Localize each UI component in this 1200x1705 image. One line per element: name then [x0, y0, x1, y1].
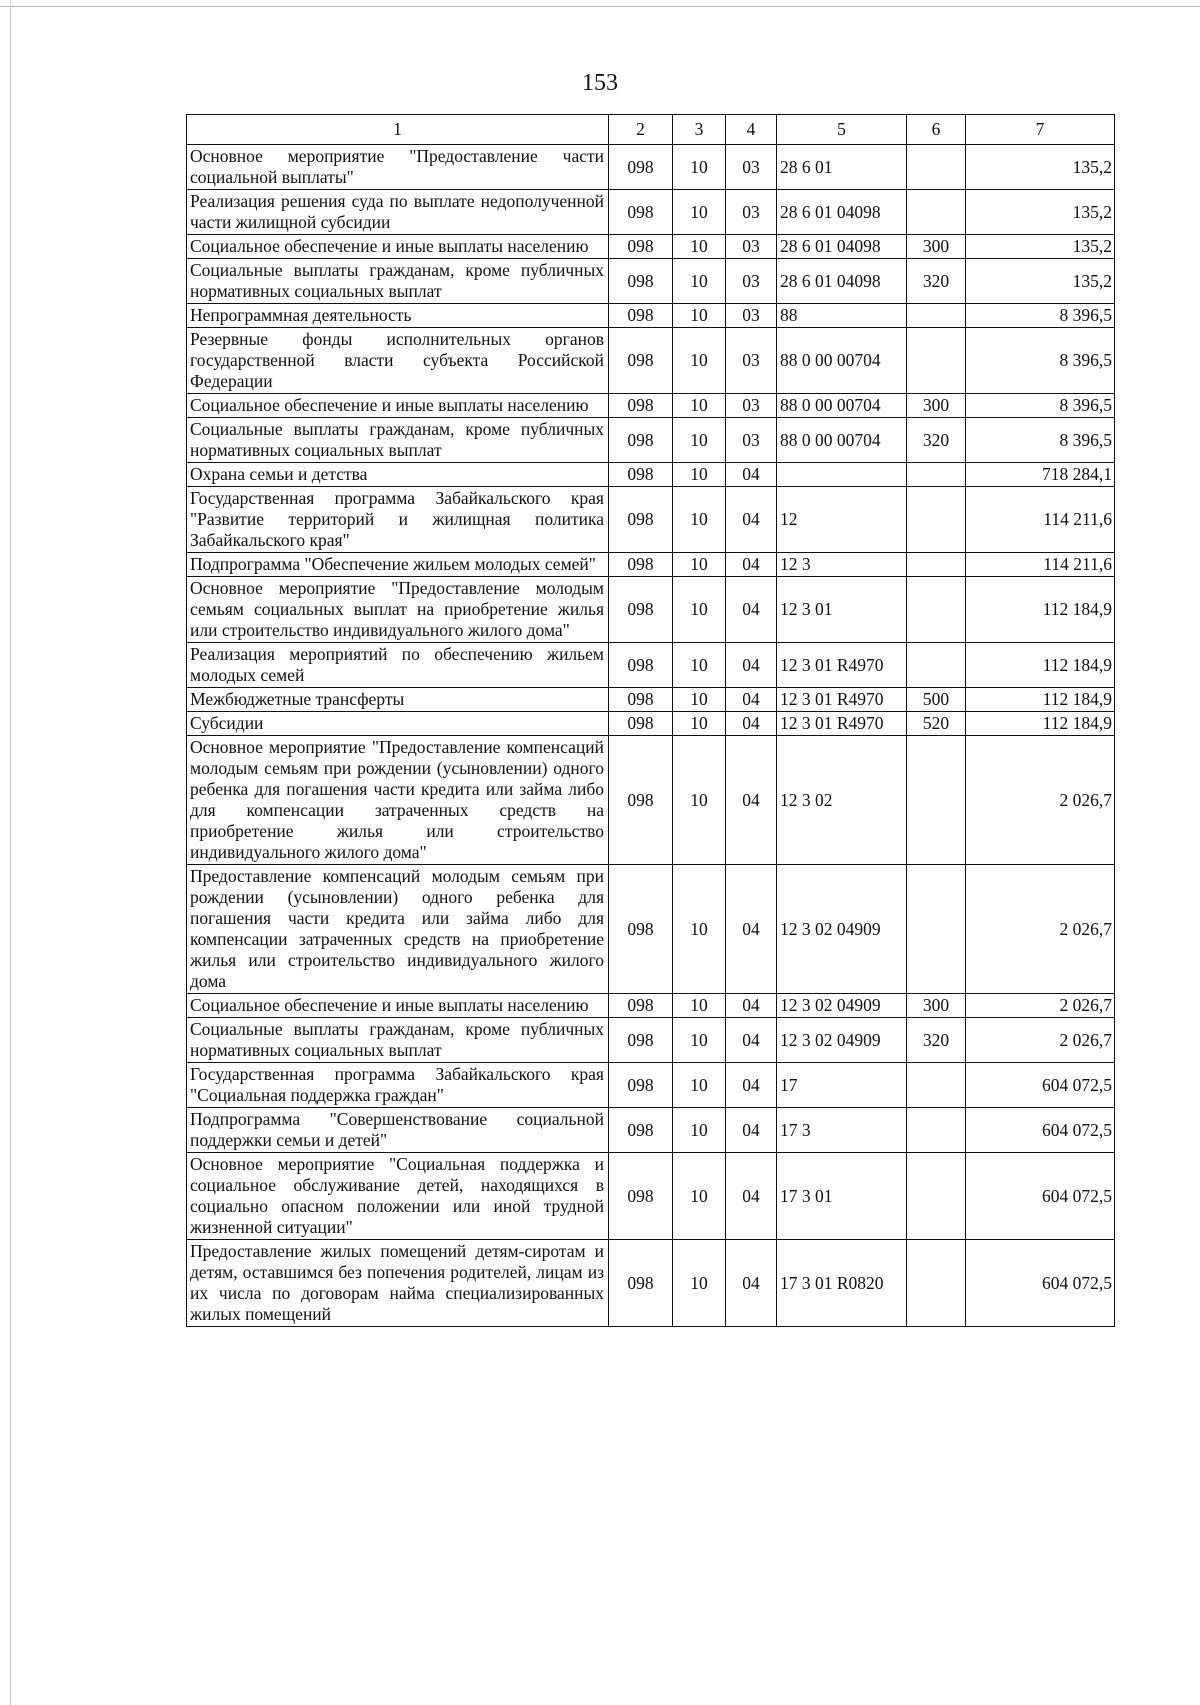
expense-type-code: 320 — [907, 259, 966, 304]
ministry-code: 098 — [609, 553, 673, 577]
row-name: Основное мероприятие "Социальная поддержка и социальное обслуживание детей, находящихся в социально опасном положении или иной трудной жизненной ситуации" — [187, 1153, 609, 1240]
target-article-code: 12 3 — [777, 553, 907, 577]
target-article-code: 17 3 01 — [777, 1153, 907, 1240]
row-name: Предоставление компенсаций молодым семьям при рождении (усыновлении) одного ребенка для погашения части кредита или займа либо для компенсации затраченных средств на приобретение жилья или строительство индивидуального жилого дома — [187, 865, 609, 994]
row-name: Подпрограмма "Совершенствование социальной поддержки семьи и детей" — [187, 1108, 609, 1153]
subsection-code: 04 — [726, 643, 777, 688]
expense-type-code — [907, 1240, 966, 1327]
expense-type-code — [907, 487, 966, 553]
subsection-code: 04 — [726, 1063, 777, 1108]
row-name: Межбюджетные трансферты — [187, 688, 609, 712]
row-name: Субсидии — [187, 712, 609, 736]
target-article-code: 28 6 01 04098 — [777, 259, 907, 304]
row-name: Государственная программа Забайкальского края "Развитие территорий и жилищная политика Забайкальского края" — [187, 487, 609, 553]
section-code: 10 — [673, 643, 726, 688]
subsection-code: 04 — [726, 736, 777, 865]
ministry-code: 098 — [609, 487, 673, 553]
subsection-code: 03 — [726, 145, 777, 190]
expense-type-code — [907, 553, 966, 577]
subsection-code: 04 — [726, 1240, 777, 1327]
section-code: 10 — [673, 1240, 726, 1327]
target-article-code: 28 6 01 04098 — [777, 190, 907, 235]
page-number: 153 — [582, 70, 618, 96]
subsection-code: 04 — [726, 577, 777, 643]
target-article-code: 12 3 02 04909 — [777, 865, 907, 994]
expense-type-code: 320 — [907, 1018, 966, 1063]
row-name: Непрограммная деятельность — [187, 304, 609, 328]
amount: 604 072,5 — [966, 1063, 1115, 1108]
expense-type-code: 320 — [907, 418, 966, 463]
table-row — [187, 487, 1115, 553]
subsection-code: 03 — [726, 304, 777, 328]
expense-type-code — [907, 577, 966, 643]
expense-type-code — [907, 463, 966, 487]
subsection-code: 04 — [726, 1153, 777, 1240]
amount: 114 211,6 — [966, 487, 1115, 553]
amount: 135,2 — [966, 235, 1115, 259]
target-article-code: 12 — [777, 487, 907, 553]
section-code: 10 — [673, 577, 726, 643]
ministry-code: 098 — [609, 577, 673, 643]
target-article-code: 12 3 01 R4970 — [777, 643, 907, 688]
section-code: 10 — [673, 304, 726, 328]
column-header: 4 — [726, 115, 777, 145]
subsection-code: 04 — [726, 994, 777, 1018]
section-code: 10 — [673, 487, 726, 553]
amount: 135,2 — [966, 259, 1115, 304]
expense-type-code — [907, 736, 966, 865]
expense-type-code — [907, 304, 966, 328]
amount: 2 026,7 — [966, 736, 1115, 865]
ministry-code: 098 — [609, 736, 673, 865]
column-header: 5 — [777, 115, 907, 145]
amount: 604 072,5 — [966, 1240, 1115, 1327]
ministry-code: 098 — [609, 190, 673, 235]
ministry-code: 098 — [609, 328, 673, 394]
subsection-code: 03 — [726, 418, 777, 463]
section-code: 10 — [673, 463, 726, 487]
table-row — [187, 304, 1115, 328]
target-article-code: 88 — [777, 304, 907, 328]
section-code: 10 — [673, 145, 726, 190]
table-row — [187, 418, 1115, 463]
ministry-code: 098 — [609, 1018, 673, 1063]
table-row — [187, 865, 1115, 994]
ministry-code: 098 — [609, 688, 673, 712]
table-row — [187, 577, 1115, 643]
amount: 604 072,5 — [966, 1108, 1115, 1153]
scan-edge-line — [0, 6, 1200, 7]
expense-type-code: 520 — [907, 712, 966, 736]
row-name: Подпрограмма "Обеспечение жильем молодых семей" — [187, 553, 609, 577]
table-row — [187, 553, 1115, 577]
target-article-code: 12 3 02 04909 — [777, 994, 907, 1018]
table-row — [187, 736, 1115, 865]
table-row — [187, 235, 1115, 259]
subsection-code: 04 — [726, 1108, 777, 1153]
expense-type-code — [907, 1153, 966, 1240]
ministry-code: 098 — [609, 145, 673, 190]
subsection-code: 04 — [726, 553, 777, 577]
row-name: Социальные выплаты гражданам, кроме публичных нормативных социальных выплат — [187, 418, 609, 463]
expense-type-code — [907, 1063, 966, 1108]
section-code: 10 — [673, 736, 726, 865]
row-name: Социальное обеспечение и иные выплаты населению — [187, 235, 609, 259]
table-row — [187, 1240, 1115, 1327]
subsection-code: 04 — [726, 487, 777, 553]
header-row — [187, 115, 1115, 145]
amount: 8 396,5 — [966, 304, 1115, 328]
column-header: 7 — [966, 115, 1115, 145]
ministry-code: 098 — [609, 235, 673, 259]
row-name: Предоставление жилых помещений детям-сиротам и детям, оставшимся без попечения родителей, лицам из их числа по договорам найма специализированных жилых помещений — [187, 1240, 609, 1327]
target-article-code: 88 0 00 00704 — [777, 394, 907, 418]
row-name: Реализация решения суда по выплате недополученной части жилищной субсидии — [187, 190, 609, 235]
amount: 8 396,5 — [966, 328, 1115, 394]
row-name: Реализация мероприятий по обеспечению жильем молодых семей — [187, 643, 609, 688]
target-article-code: 12 3 01 R4970 — [777, 688, 907, 712]
section-code: 10 — [673, 1018, 726, 1063]
amount: 604 072,5 — [966, 1153, 1115, 1240]
table-row — [187, 1153, 1115, 1240]
section-code: 10 — [673, 865, 726, 994]
table-row — [187, 394, 1115, 418]
ministry-code: 098 — [609, 865, 673, 994]
section-code: 10 — [673, 394, 726, 418]
table-row — [187, 688, 1115, 712]
table-row — [187, 712, 1115, 736]
target-article-code: 88 0 00 00704 — [777, 328, 907, 394]
row-name: Охрана семьи и детства — [187, 463, 609, 487]
amount: 2 026,7 — [966, 994, 1115, 1018]
subsection-code: 03 — [726, 328, 777, 394]
table-row — [187, 1063, 1115, 1108]
ministry-code: 098 — [609, 1063, 673, 1108]
ministry-code: 098 — [609, 1240, 673, 1327]
target-article-code: 12 3 01 — [777, 577, 907, 643]
row-name: Социальное обеспечение и иные выплаты населению — [187, 994, 609, 1018]
subsection-code: 03 — [726, 235, 777, 259]
row-name: Социальное обеспечение и иные выплаты населению — [187, 394, 609, 418]
section-code: 10 — [673, 259, 726, 304]
target-article-code: 88 0 00 00704 — [777, 418, 907, 463]
expense-type-code — [907, 145, 966, 190]
expense-type-code: 300 — [907, 994, 966, 1018]
subsection-code: 04 — [726, 865, 777, 994]
table-row — [187, 1018, 1115, 1063]
column-header: 3 — [673, 115, 726, 145]
subsection-code: 04 — [726, 463, 777, 487]
ministry-code: 098 — [609, 1108, 673, 1153]
ministry-code: 098 — [609, 394, 673, 418]
expense-type-code: 500 — [907, 688, 966, 712]
row-name: Государственная программа Забайкальского края "Социальная поддержка граждан" — [187, 1063, 609, 1108]
target-article-code: 17 — [777, 1063, 907, 1108]
amount: 8 396,5 — [966, 418, 1115, 463]
ministry-code: 098 — [609, 643, 673, 688]
table-row — [187, 463, 1115, 487]
target-article-code: 12 3 02 — [777, 736, 907, 865]
column-header: 1 — [187, 115, 609, 145]
subsection-code: 04 — [726, 1018, 777, 1063]
table-row — [187, 643, 1115, 688]
ministry-code: 098 — [609, 712, 673, 736]
subsection-code: 03 — [726, 190, 777, 235]
section-code: 10 — [673, 235, 726, 259]
amount: 114 211,6 — [966, 553, 1115, 577]
amount: 112 184,9 — [966, 688, 1115, 712]
row-name: Основное мероприятие "Предоставление компенсаций молодым семьям при рождении (усыновлении) одного ребенка для погашения части кредита или займа либо для компенсации затраченных средств на приобретение жилья или строительство индивидуального жилого дома" — [187, 736, 609, 865]
expense-type-code — [907, 190, 966, 235]
section-code: 10 — [673, 1108, 726, 1153]
section-code: 10 — [673, 328, 726, 394]
table-row — [187, 190, 1115, 235]
section-code: 10 — [673, 418, 726, 463]
section-code: 10 — [673, 994, 726, 1018]
section-code: 10 — [673, 190, 726, 235]
table-row — [187, 994, 1115, 1018]
section-code: 10 — [673, 1063, 726, 1108]
section-code: 10 — [673, 553, 726, 577]
row-name: Основное мероприятие "Предоставление части социальной выплаты" — [187, 145, 609, 190]
ministry-code: 098 — [609, 259, 673, 304]
target-article-code: 12 3 02 04909 — [777, 1018, 907, 1063]
ministry-code: 098 — [609, 1153, 673, 1240]
target-article-code: 17 3 01 R0820 — [777, 1240, 907, 1327]
ministry-code: 098 — [609, 304, 673, 328]
row-name: Основное мероприятие "Предоставление молодым семьям социальных выплат на приобретение жилья или строительство индивидуального жилого дома" — [187, 577, 609, 643]
target-article-code — [777, 463, 907, 487]
amount: 8 396,5 — [966, 394, 1115, 418]
subsection-code: 04 — [726, 688, 777, 712]
amount: 135,2 — [966, 190, 1115, 235]
table-row — [187, 259, 1115, 304]
row-name: Резервные фонды исполнительных органов государственной власти субъекта Российской Федерации — [187, 328, 609, 394]
amount: 112 184,9 — [966, 577, 1115, 643]
expense-type-code: 300 — [907, 235, 966, 259]
amount: 112 184,9 — [966, 643, 1115, 688]
expense-type-code: 300 — [907, 394, 966, 418]
section-code: 10 — [673, 688, 726, 712]
amount: 112 184,9 — [966, 712, 1115, 736]
amount: 2 026,7 — [966, 1018, 1115, 1063]
amount: 135,2 — [966, 145, 1115, 190]
amount: 2 026,7 — [966, 865, 1115, 994]
table-row — [187, 328, 1115, 394]
row-name: Социальные выплаты гражданам, кроме публичных нормативных социальных выплат — [187, 259, 609, 304]
amount: 718 284,1 — [966, 463, 1115, 487]
column-header: 2 — [609, 115, 673, 145]
subsection-code: 03 — [726, 394, 777, 418]
target-article-code: 28 6 01 — [777, 145, 907, 190]
target-article-code: 12 3 01 R4970 — [777, 712, 907, 736]
subsection-code: 03 — [726, 259, 777, 304]
target-article-code: 17 3 — [777, 1108, 907, 1153]
expense-type-code — [907, 1108, 966, 1153]
target-article-code: 28 6 01 04098 — [777, 235, 907, 259]
section-code: 10 — [673, 1153, 726, 1240]
ministry-code: 098 — [609, 418, 673, 463]
section-code: 10 — [673, 712, 726, 736]
ministry-code: 098 — [609, 463, 673, 487]
scan-margin-line — [10, 0, 11, 1705]
row-name: Социальные выплаты гражданам, кроме публичных нормативных социальных выплат — [187, 1018, 609, 1063]
expense-type-code — [907, 643, 966, 688]
budget-table — [186, 114, 1115, 1327]
column-header: 6 — [907, 115, 966, 145]
ministry-code: 098 — [609, 994, 673, 1018]
expense-type-code — [907, 865, 966, 994]
table-row — [187, 145, 1115, 190]
expense-type-code — [907, 328, 966, 394]
subsection-code: 04 — [726, 712, 777, 736]
table-row — [187, 1108, 1115, 1153]
